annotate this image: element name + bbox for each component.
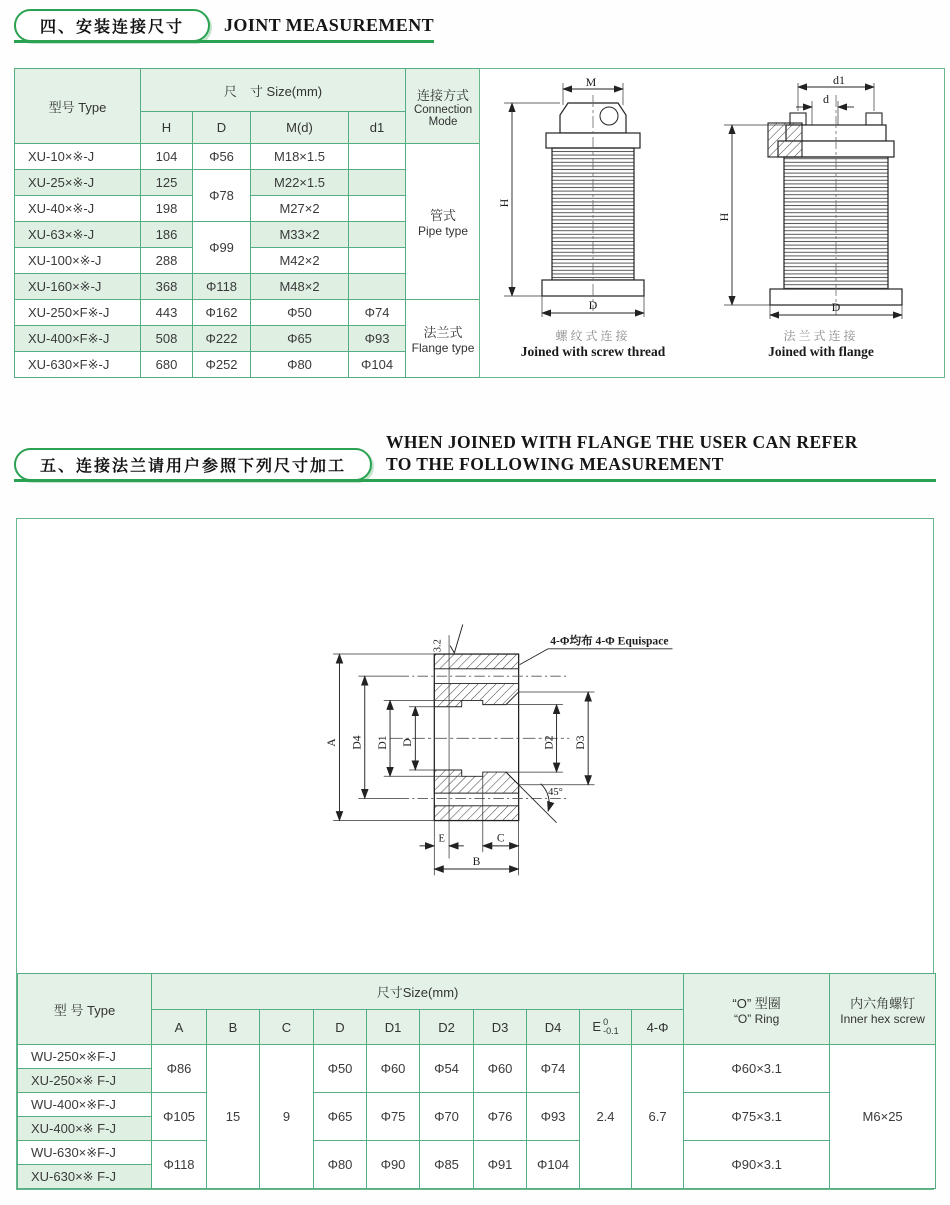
- d1-cell: Φ104: [349, 352, 406, 378]
- joint-measurement-table: [14, 68, 481, 378]
- dim-label-h: H: [717, 212, 731, 222]
- h-cell: 104: [141, 144, 193, 170]
- type-cell: XU-10×※-J: [15, 144, 141, 170]
- h-cell: 186: [141, 222, 193, 248]
- flange-cross-section-figure: [297, 614, 677, 893]
- d-cell: Φ118: [193, 274, 251, 300]
- d-cell: Φ56: [193, 144, 251, 170]
- m-cell: M18×1.5: [251, 144, 349, 170]
- e-cell: 2.4: [580, 1045, 632, 1189]
- m-cell: Φ65: [251, 326, 349, 352]
- dim-label-c: C: [496, 831, 505, 845]
- type-cell: XU-250×※ F-J: [18, 1069, 152, 1093]
- dim-label-d1: d1: [833, 75, 845, 87]
- m-cell: M27×2: [251, 196, 349, 222]
- connection-mode-pipe: [406, 144, 481, 300]
- caption-flange-zh: 法兰式连接: [783, 329, 859, 343]
- d1-cell: Φ75: [367, 1093, 420, 1141]
- dim-label-d: d: [823, 92, 829, 106]
- a-cell: Φ105: [152, 1093, 207, 1141]
- d2-cell: Φ54: [420, 1045, 474, 1093]
- m-cell: Φ50: [251, 300, 349, 326]
- h-cell: 680: [141, 352, 193, 378]
- section4-header: [14, 6, 434, 43]
- d2-cell: Φ70: [420, 1093, 474, 1141]
- e-tolerance-lower: -0.1: [603, 1026, 619, 1036]
- col-header-d2: D2: [420, 1010, 474, 1045]
- d-cell: Φ65: [314, 1093, 367, 1141]
- d-cell: Φ162: [193, 300, 251, 326]
- d1-cell: Φ74: [349, 300, 406, 326]
- d3-cell: Φ91: [474, 1141, 527, 1189]
- type-cell: XU-40×※-J: [15, 196, 141, 222]
- filter-drawings-box: [479, 68, 945, 378]
- d4-cell: Φ74: [527, 1045, 580, 1093]
- col-header-screw: [830, 974, 936, 1045]
- caption-screw-en: Joined with screw thread: [520, 344, 666, 359]
- dim-label-e: E: [438, 833, 445, 845]
- b-cell: 15: [207, 1045, 260, 1189]
- roughness-label: 3.2: [432, 639, 444, 653]
- d4-cell: Φ93: [527, 1093, 580, 1141]
- table-row: [15, 144, 481, 170]
- col-header-b: B: [207, 1010, 260, 1045]
- type-cell: XU-63×※-J: [15, 222, 141, 248]
- d-cell: Φ222: [193, 326, 251, 352]
- col-header-c: C: [260, 1010, 314, 1045]
- col-header-a: A: [152, 1010, 207, 1045]
- col-header-e: [580, 1010, 632, 1045]
- screw-thread-filter-figure: [488, 75, 698, 360]
- d1-cell: [349, 248, 406, 274]
- caption-flange-en: Joined with flange: [768, 344, 874, 359]
- col-header-connection-zh: 连接方式: [417, 87, 470, 103]
- d2-cell: Φ85: [420, 1141, 474, 1189]
- d-cell: Φ252: [193, 352, 251, 378]
- col-header-e-label: E: [592, 1018, 602, 1034]
- flange-filter-drawing: [706, 75, 936, 325]
- d1-cell: [349, 170, 406, 196]
- m-cell: M48×2: [251, 274, 349, 300]
- connection-flange-en: Flange type: [411, 341, 475, 355]
- dim-label-d4: D4: [350, 735, 364, 750]
- col-header-d1: D1: [367, 1010, 420, 1045]
- col-header-md: M(d): [251, 112, 349, 144]
- flange-machining-box: [16, 518, 934, 1190]
- h-cell: 288: [141, 248, 193, 274]
- dim-label-b: B: [472, 854, 481, 868]
- screw-cell: M6×25: [830, 1045, 936, 1189]
- col-header-connection: [406, 69, 481, 144]
- a-cell: Φ86: [152, 1045, 207, 1093]
- dim-label-h: H: [497, 198, 511, 208]
- 4phi-cell: 6.7: [632, 1045, 684, 1189]
- type-cell: XU-400×※ F-J: [18, 1117, 152, 1141]
- dim-label-a: A: [325, 738, 339, 747]
- d-cell: Φ50: [314, 1045, 367, 1093]
- d-cell: Φ80: [314, 1141, 367, 1189]
- m-cell: M33×2: [251, 222, 349, 248]
- dim-label-d1: D1: [375, 735, 389, 750]
- oring-cell: Φ90×3.1: [684, 1141, 830, 1189]
- flange-dimension-table: [17, 973, 936, 1189]
- col-header-screw-zh: 内六角螺钉: [850, 995, 916, 1011]
- section5-title: [386, 432, 858, 478]
- connection-flange-zh: 法兰式: [423, 325, 463, 340]
- d3-cell: Φ60: [474, 1045, 527, 1093]
- col-header-oring-zh: “O” 型圈: [732, 995, 781, 1011]
- section5-title-line1: WHEN JOINED WITH FLANGE THE USER CAN REFER: [386, 432, 858, 452]
- dim-label-D: D: [588, 298, 598, 312]
- d1-cell: [349, 144, 406, 170]
- type-cell: WU-400×※F-J: [18, 1093, 152, 1117]
- dim-label-D: D: [831, 300, 841, 314]
- m-cell: M22×1.5: [251, 170, 349, 196]
- connection-pipe-en: Pipe type: [418, 224, 469, 238]
- col-header-screw-en: Inner hex screw: [840, 1011, 925, 1026]
- type-cell: XU-250×F※-J: [15, 300, 141, 326]
- section5-pill: 五、连接法兰请用户参照下列尺寸加工: [14, 448, 372, 481]
- h-cell: 443: [141, 300, 193, 326]
- dim-label-d2: D2: [542, 735, 556, 750]
- col-header-d3: D3: [474, 1010, 527, 1045]
- col-header-type: 型号 Type: [15, 69, 141, 144]
- h-cell: 508: [141, 326, 193, 352]
- section5-header: [14, 432, 936, 482]
- table-row: [18, 1141, 936, 1165]
- d1-cell: Φ60: [367, 1045, 420, 1093]
- h-cell: 125: [141, 170, 193, 196]
- col-header-size: 尺寸Size(mm): [152, 974, 684, 1010]
- a-cell: Φ118: [152, 1141, 207, 1189]
- type-cell: XU-630×F※-J: [15, 352, 141, 378]
- col-header-oring-en: “O” Ring: [733, 1011, 780, 1026]
- dim-label-d: D: [401, 738, 415, 747]
- type-cell: WU-630×※F-J: [18, 1141, 152, 1165]
- section5-title-line2: TO THE FOLLOWING MEASUREMENT: [386, 453, 724, 474]
- col-header-h: H: [141, 112, 193, 144]
- table-row: [18, 1045, 936, 1069]
- type-cell: XU-400×F※-J: [15, 326, 141, 352]
- section4-title: JOINT MEASUREMENT: [224, 15, 435, 35]
- h-cell: 368: [141, 274, 193, 300]
- col-header-type: 型 号 Type: [18, 974, 152, 1045]
- oring-cell: Φ60×3.1: [684, 1045, 830, 1093]
- d1-cell: [349, 196, 406, 222]
- flange-cross-section-drawing: [297, 614, 677, 888]
- m-cell: M42×2: [251, 248, 349, 274]
- screw-thread-filter-drawing: [488, 75, 698, 325]
- e-tolerance-upper: 0: [603, 1016, 609, 1027]
- table-row: [18, 1093, 936, 1117]
- equispace-label: 4-Φ均布 4-Φ Equispace: [550, 634, 669, 648]
- angle-label: 45°: [548, 787, 563, 799]
- col-header-d: D: [193, 112, 251, 144]
- m-cell: Φ80: [251, 352, 349, 378]
- connection-pipe-zh: 管式: [430, 208, 457, 223]
- connection-mode-flange: [406, 300, 481, 378]
- type-cell: XU-25×※-J: [15, 170, 141, 196]
- h-cell: 198: [141, 196, 193, 222]
- dim-label-d3: D3: [573, 735, 587, 750]
- caption-screw-zh: 螺纹式连接: [555, 329, 631, 343]
- d-cell: Φ99: [193, 222, 251, 274]
- d4-cell: Φ104: [527, 1141, 580, 1189]
- type-cell: XU-630×※ F-J: [18, 1165, 152, 1189]
- d1-cell: Φ90: [367, 1141, 420, 1189]
- col-header-oring: [684, 974, 830, 1045]
- d-cell: Φ78: [193, 170, 251, 222]
- d3-cell: Φ76: [474, 1093, 527, 1141]
- section4-pill: 四、安装连接尺寸: [14, 9, 210, 42]
- flange-filter-figure: [706, 75, 936, 360]
- col-header-size: 尺 寸 Size(mm): [141, 69, 406, 112]
- col-header-d: D: [314, 1010, 367, 1045]
- table-row: [15, 300, 481, 326]
- d1-cell: [349, 274, 406, 300]
- c-cell: 9: [260, 1045, 314, 1189]
- d1-cell: Φ93: [349, 326, 406, 352]
- col-header-d1: d1: [349, 112, 406, 144]
- type-cell: WU-250×※F-J: [18, 1045, 152, 1069]
- col-header-4phi: 4-Φ: [632, 1010, 684, 1045]
- type-cell: XU-100×※-J: [15, 248, 141, 274]
- type-cell: XU-160×※-J: [15, 274, 141, 300]
- col-header-connection-en: Connection Mode: [413, 103, 473, 128]
- col-header-d4: D4: [527, 1010, 580, 1045]
- dim-label-m: M: [585, 75, 597, 89]
- oring-cell: Φ75×3.1: [684, 1093, 830, 1141]
- d1-cell: [349, 222, 406, 248]
